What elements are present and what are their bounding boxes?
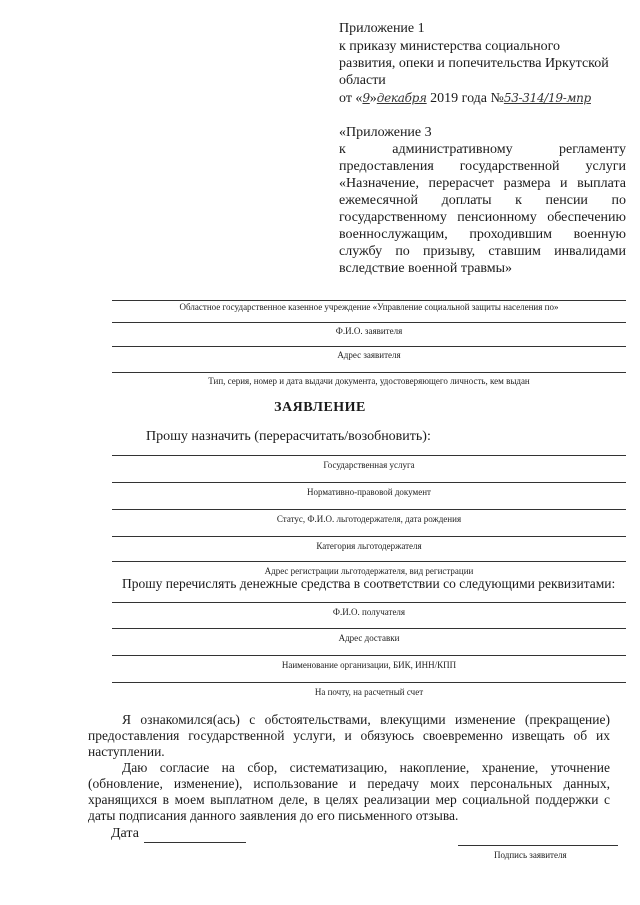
date-day-handwritten: 9	[362, 91, 370, 105]
field-line-delivery-method[interactable]	[112, 682, 626, 683]
appendix3-line: «Приложение 3	[339, 125, 432, 140]
request-text: Прошу назначить (перерасчитать/возобновить):	[146, 429, 431, 444]
signature-field-line[interactable]	[458, 845, 618, 846]
appendix3-line: предоставления государственной услуги	[339, 159, 626, 174]
appendix-date-line	[339, 90, 591, 107]
field-line-organization[interactable]	[112, 655, 626, 656]
appendix3-line: к административному регламенту	[339, 142, 626, 157]
field-line-applicant-name[interactable]	[112, 346, 626, 347]
field-line-registration-address[interactable]	[112, 561, 626, 562]
field-line-applicant-address[interactable]	[112, 372, 626, 373]
document-title: ЗАЯВЛЕНИЕ	[274, 400, 366, 415]
caption-delivery-method: На почту, на расчетный счет	[314, 687, 424, 697]
field-line-beneficiary-status[interactable]	[112, 509, 626, 510]
date-field-line[interactable]	[144, 842, 246, 843]
appendix3-line: военнослужащим, проходившим военную	[339, 227, 626, 242]
date-label: Дата	[111, 826, 139, 841]
field-line-institution-2[interactable]	[112, 322, 626, 323]
appendix-line: области	[339, 73, 386, 88]
date-prefix: от «	[339, 91, 363, 106]
caption-legal-document: Нормативно-правовой документ	[307, 487, 431, 497]
date-month-handwritten: декабря	[376, 91, 427, 105]
order-number-handwritten: 53-314/19-мпр	[503, 91, 591, 105]
caption-beneficiary-status: Статус, Ф.И.О. льготодержателя, дата рождения	[276, 514, 462, 524]
consent-paragraph: Даю согласие на сбор, систематизацию, накопление, хранение, уточнение (обновление, изменение), использование и передачу моих персональных данных, хранящихся в моем выплатном деле, в целях реализации мер социальной поддержки с даты подписания данного заявления до его письменного отзыва.	[88, 760, 610, 823]
appendix-line: к приказу министерства социального	[339, 39, 560, 54]
caption-recipient-name: Ф.И.О. получателя	[332, 607, 406, 617]
appendix3-line: «Назначение, перерасчет размера и выплата	[339, 176, 626, 191]
appendix3-line: государственному пенсионному обеспечению	[339, 210, 626, 225]
field-line-delivery-address[interactable]	[112, 628, 626, 629]
field-line-beneficiary-category[interactable]	[112, 536, 626, 537]
caption-registration-address: Адрес регистрации льготодержателя, вид регистрации	[264, 566, 474, 576]
caption-identity-document: Тип, серия, номер и дата выдачи документа, удостоверяющего личность, кем выдан	[208, 376, 530, 386]
field-line-recipient-name[interactable]	[112, 602, 626, 603]
appendix3-line: вследствие военной травмы»	[339, 261, 513, 276]
signature-caption: Подпись заявителя	[494, 850, 567, 860]
acknowledgement-paragraph: Я ознакомился(ась) с обстоятельствами, влекущими изменение (прекращение) предоставления государственной услуги, и обязуюсь своевременно извещать об их наступлении.	[88, 712, 610, 759]
caption-applicant-address: Адрес заявителя	[337, 350, 401, 360]
appendix3-line: ежемесячной доплаты к пенсии по	[339, 193, 626, 208]
caption-delivery-address: Адрес доставки	[338, 633, 400, 643]
caption-service: Государственная услуга	[323, 460, 415, 470]
field-line-institution[interactable]	[112, 300, 626, 301]
caption-applicant-name: Ф.И.О. заявителя	[335, 326, 403, 336]
appendix3-line: службу по призыву, ставшим инвалидами	[339, 244, 626, 259]
date-year: 2019 года №	[430, 91, 504, 106]
appendix-title: Приложение 1	[339, 21, 425, 36]
date-mid: »	[369, 91, 377, 106]
field-line-legal-document[interactable]	[112, 482, 626, 483]
caption-beneficiary-category: Категория льготодержателя	[316, 541, 422, 551]
caption-institution: Областное государственное казенное учреждение «Управление социальной защиты населения по»	[179, 302, 559, 312]
caption-organization: Наименование организации, БИК, ИНН/КПП	[281, 660, 457, 670]
appendix-line: развития, опеки и попечительства Иркутской	[339, 56, 609, 71]
field-line-service[interactable]	[112, 455, 626, 456]
transfer-text: Прошу перечислять денежные средства в соответствии со следующими реквизитами:	[122, 576, 616, 591]
